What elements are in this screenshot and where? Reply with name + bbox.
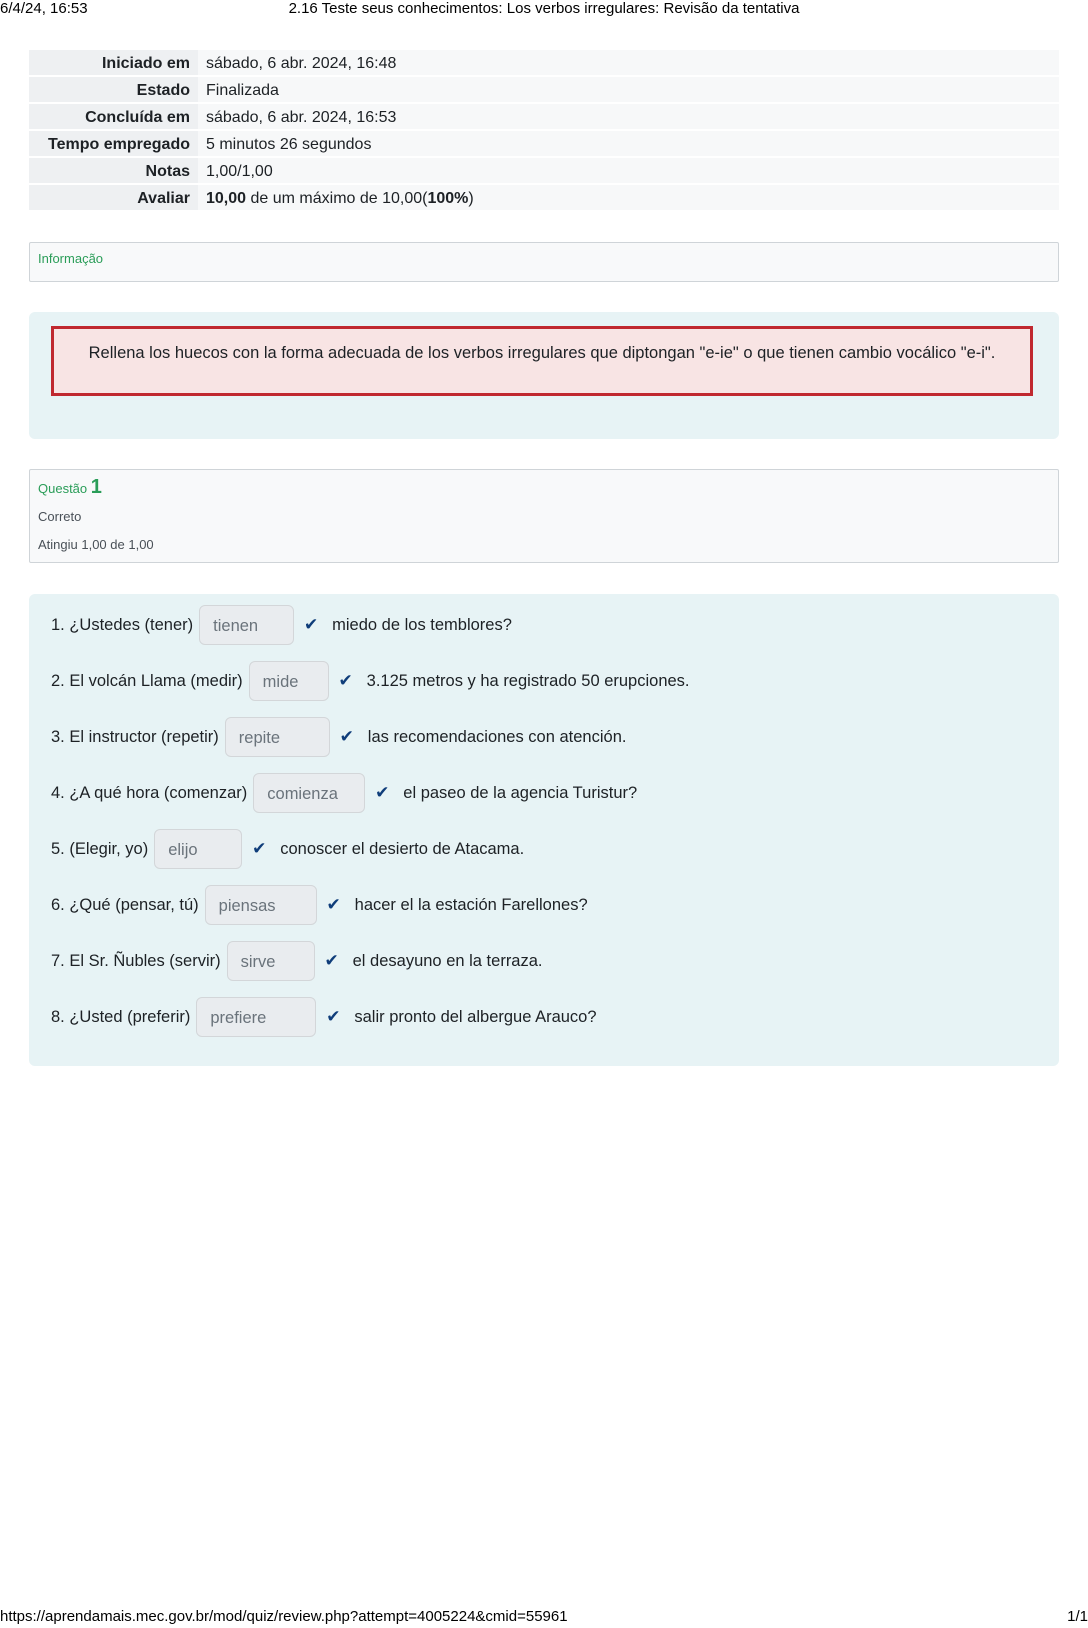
- check-icon: ✔: [252, 839, 267, 858]
- answer-row-8: [51, 995, 597, 1039]
- answers-panel: [29, 594, 1059, 1066]
- score-close: ): [468, 190, 474, 207]
- score-value: 10,00: [206, 190, 247, 207]
- summary-label: Concluída em: [29, 103, 198, 130]
- prompt-text: 3. El instructor (repetir): [51, 727, 219, 746]
- summary-row: [29, 76, 1059, 103]
- check-icon: ✔: [326, 1007, 341, 1026]
- prompt-text: 6. ¿Qué (pensar, tú): [51, 895, 199, 914]
- answer-field[interactable]: mide: [249, 661, 329, 701]
- attempt-summary-table: [29, 50, 1059, 212]
- check-icon: ✔: [324, 951, 339, 970]
- check-icon: ✔: [326, 895, 341, 914]
- completion-text: el paseo de la agencia Turistur?: [403, 783, 638, 802]
- question-grade: Atingiu 1,00 de 1,00: [38, 537, 154, 552]
- answer-row-3: [51, 715, 626, 759]
- summary-value: 5 minutos 26 segundos: [198, 130, 1059, 157]
- answer-row-2: [51, 659, 690, 703]
- summary-value: Finalizada: [198, 76, 1059, 103]
- summary-row: [29, 184, 1059, 211]
- answer-field[interactable]: elijo: [154, 829, 242, 869]
- answer-row-7: [51, 939, 543, 983]
- completion-text: hacer el la estación Farellones?: [354, 895, 588, 914]
- summary-row: [29, 157, 1059, 184]
- print-footer: [0, 1608, 1088, 1628]
- answer-row-4: [51, 771, 637, 815]
- answer-row-6: [51, 883, 588, 927]
- prompt-text: 7. El Sr. Ñubles (servir): [51, 951, 221, 970]
- print-datetime: 6/4/24, 16:53: [0, 0, 88, 17]
- check-icon: ✔: [339, 727, 354, 746]
- print-page-title: 2.16 Teste seus conhecimentos: Los verbos irregulares: Revisão da tentativa: [288, 0, 800, 17]
- prompt-text: 5. (Elegir, yo): [51, 839, 149, 858]
- answer-field[interactable]: comienza: [253, 773, 365, 813]
- question-prefix: Questão: [38, 481, 88, 496]
- completion-text: el desayuno en la terraza.: [352, 951, 543, 970]
- score-text: de um máximo de 10,00(: [246, 190, 428, 207]
- summary-value: sábado, 6 abr. 2024, 16:53: [198, 103, 1059, 130]
- summary-value: sábado, 6 abr. 2024, 16:48: [198, 50, 1059, 76]
- answer-field[interactable]: sirve: [227, 941, 315, 981]
- summary-value: [198, 184, 1059, 211]
- prompt-text: 4. ¿A qué hora (comenzar): [51, 783, 248, 802]
- summary-label: Tempo empregado: [29, 130, 198, 157]
- prompt-text: 1. ¿Ustedes (tener): [51, 615, 194, 634]
- summary-row: [29, 50, 1059, 76]
- completion-text: 3.125 metros y ha registrado 50 erupciones.: [366, 671, 690, 690]
- prompt-text: 2. El volcán Llama (medir): [51, 671, 243, 690]
- answer-field[interactable]: repite: [225, 717, 330, 757]
- check-icon: ✔: [304, 615, 319, 634]
- page-url: https://aprendamais.mec.gov.br/mod/quiz/review.php?attempt=4005224&cmid=55961: [0, 1608, 568, 1625]
- question-number-value: 1: [90, 476, 102, 498]
- score-percent: 100%: [427, 190, 469, 207]
- summary-label: Avaliar: [29, 184, 198, 211]
- question-number: [38, 476, 102, 499]
- check-icon: ✔: [338, 671, 353, 690]
- summary-value: 1,00/1,00: [198, 157, 1059, 184]
- check-icon: ✔: [375, 783, 390, 802]
- summary-label: Estado: [29, 76, 198, 103]
- answer-field[interactable]: prefiere: [196, 997, 316, 1037]
- completion-text: miedo de los temblores?: [332, 615, 512, 634]
- answer-field[interactable]: tienen: [199, 605, 294, 645]
- completion-text: salir pronto del albergue Arauco?: [354, 1007, 597, 1026]
- question-info-box: [29, 469, 1059, 563]
- question-state: Correto: [38, 509, 82, 524]
- instruction-panel: [29, 312, 1059, 439]
- answer-row-1: [51, 603, 512, 647]
- summary-label: Notas: [29, 157, 198, 184]
- answer-field[interactable]: piensas: [205, 885, 317, 925]
- page-number: 1/1: [1067, 1608, 1088, 1625]
- print-header: [0, 0, 1088, 18]
- completion-text: conoscer el desierto de Atacama.: [280, 839, 525, 858]
- instruction-text: Rellena los huecos con la forma adecuada de los verbos irregulares que diptongan "e-ie" o que tienen cambio vocálico "e-i".: [51, 326, 1033, 396]
- summary-row: [29, 130, 1059, 157]
- summary-row: [29, 103, 1059, 130]
- completion-text: las recomendaciones con atención.: [367, 727, 627, 746]
- answer-row-5: [51, 827, 524, 871]
- prompt-text: 8. ¿Usted (preferir): [51, 1007, 191, 1026]
- information-label: Informação: [38, 251, 104, 266]
- summary-label: Iniciado em: [29, 50, 198, 76]
- information-box: [29, 242, 1059, 282]
